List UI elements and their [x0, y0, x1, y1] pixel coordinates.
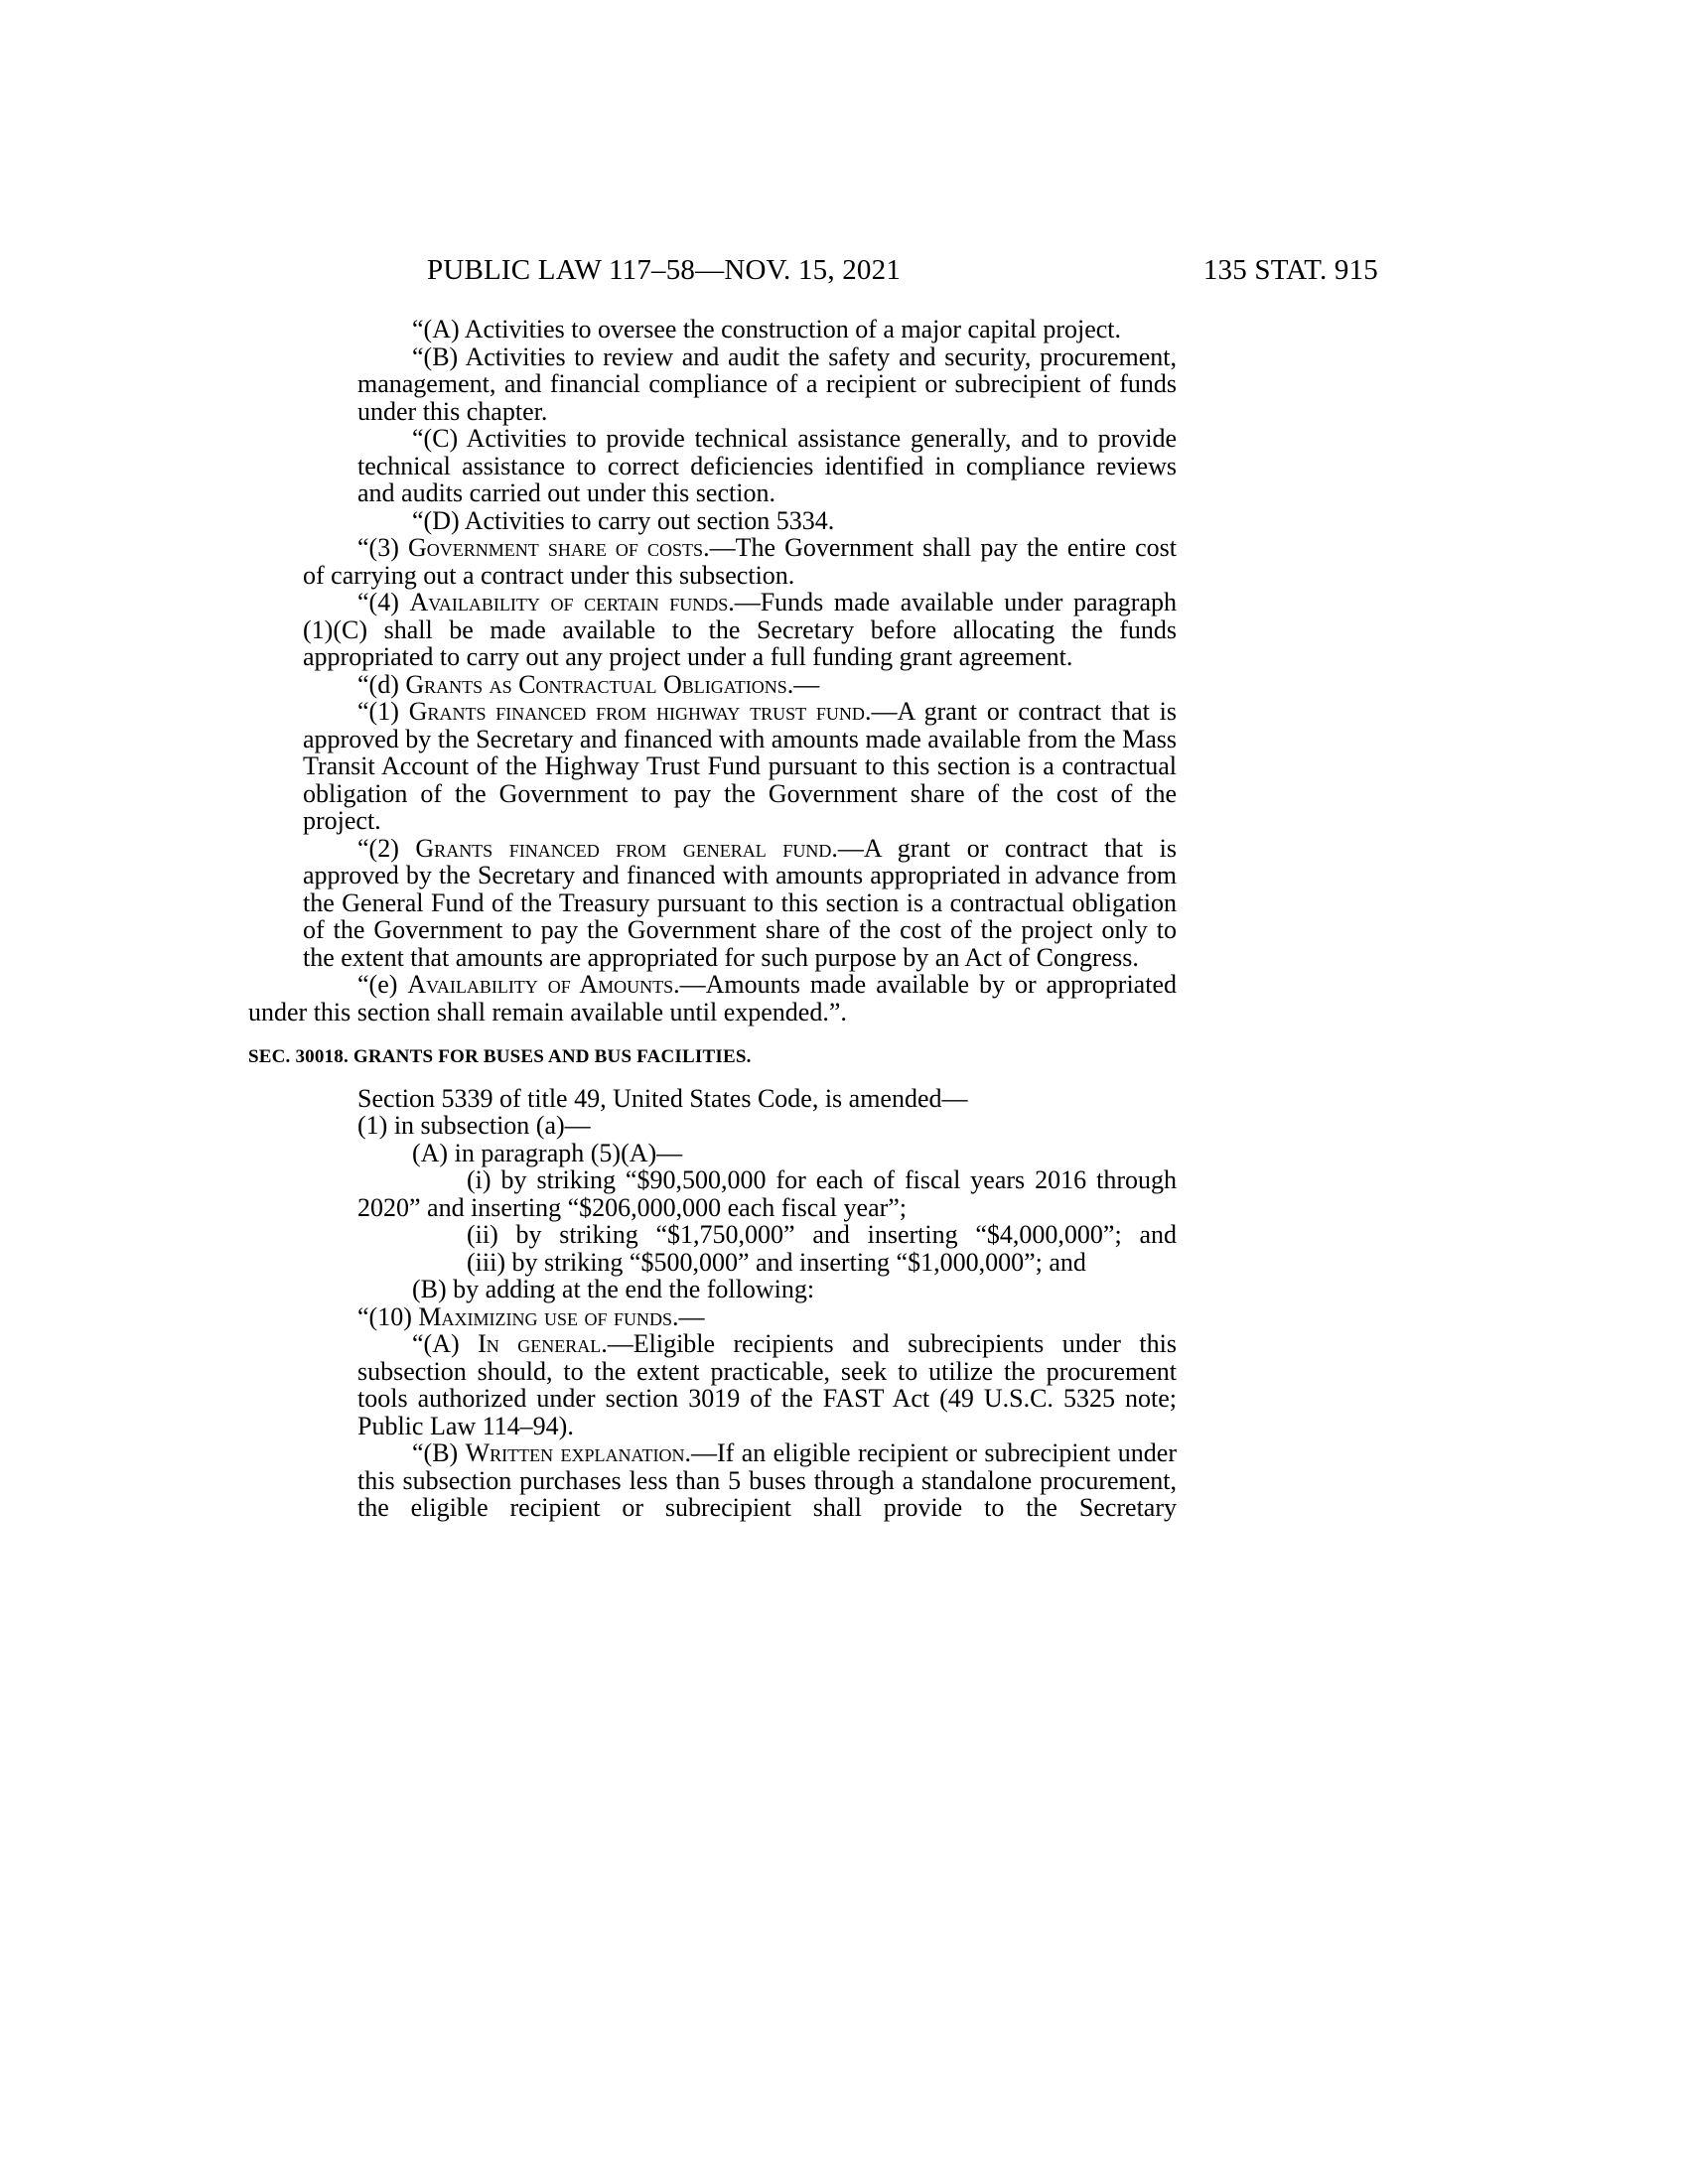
- paragraph-10-number: “(10): [357, 1301, 419, 1331]
- subsection-e-number: “(e): [357, 970, 408, 999]
- public-law-title: PUBLIC LAW 117–58—NOV. 15, 2021: [427, 254, 902, 286]
- paragraph-4-heading: Availability of certain funds: [409, 588, 729, 616]
- amendment-1-A-i: (i) by striking “$90,500,000 for each of fiscal years 2016 through 2020” and inserting “$206,000,000 each fiscal year”;: [357, 1165, 1177, 1222]
- d2-text: .—A grant or contract that is approved by the Secretary and financed with amounts appropriated in advance from the General Fund of the Treasury pursuant to this section is a contractual obligation of the Government to pay the Government share of the cost of the project only to the extent that amounts are appropriated for such purpose by an Act of Congress.: [303, 833, 1178, 972]
- amendment-1: (1) in subsection (a)—: [357, 1111, 591, 1140]
- p10a-heading: In general: [478, 1329, 602, 1358]
- subsection-d-paragraph-2: [303, 835, 1177, 972]
- paragraph-4: [303, 589, 1177, 671]
- statute-page-number: 135 STAT. 915: [1202, 254, 1378, 286]
- d1-number: “(1): [357, 697, 409, 726]
- d2-number: “(2): [357, 833, 416, 863]
- paragraph-4-text: .—Funds made available under paragraph (1)(C) shall be made available to the Secretary before allocating the funds appropriated to carry out any project under a full funding grant agreement.: [303, 588, 1177, 671]
- paragraph-10: [303, 1303, 1177, 1331]
- p10a-number: “(A): [412, 1329, 479, 1358]
- paragraph-3-heading: Government share of costs: [407, 533, 704, 562]
- subsection-e: [248, 971, 1177, 1025]
- p10b-text: .—If an eligible recipient or subrecipient under this subsection purchases less than 5 buses through a standalone procurement, the eligible recipient or subrecipient shall provide to the Secretary: [357, 1438, 1178, 1522]
- amendment-1-A-iii: (iii) by striking “$500,000” and inserting “$1,000,000”; and: [467, 1247, 1086, 1277]
- subsection-d-heading: Grants as Contractual Obligations: [405, 669, 787, 699]
- subsection-e-heading: Availability of Amounts: [407, 970, 674, 999]
- d2-heading: Grants financed from general fund: [415, 833, 832, 863]
- amendment-1-A-ii: (ii) by striking “$1,750,000” and inserting “$4,000,000”; and: [467, 1220, 1177, 1249]
- paragraph-10-text: .—: [672, 1301, 705, 1331]
- amendment-1-B: (B) by adding at the end the following:: [412, 1275, 815, 1303]
- p10a-text: .—Eligible recipients and subrecipients under this subsection should, to the extent practicable, seek to utilize the procurement tools authorized under section 3019 of the FAST Act (49 U.S.C. 5325 note; Public Law 114–94).: [357, 1329, 1177, 1440]
- amendment-1-A: (A) in paragraph (5)(A)—: [412, 1138, 683, 1167]
- d1-text: .—A grant or contract that is approved by the Secretary and financed with amounts made available from the Mass Transit Account of the Highway Trust Fund pursuant to this section is a contractual obligation of the Government to pay the Government share of the cost of the project.: [303, 697, 1178, 835]
- paragraph-3: [303, 534, 1177, 589]
- clause-c: “(C) Activities to provide technical assistance generally, and to provide technical assistance to correct deficiencies identified in compliance reviews and audits carried out under this section.: [357, 424, 1177, 507]
- subsection-d-number: “(d): [357, 669, 406, 699]
- paragraph-3-text: .—The Government shall pay the entire cost of carrying out a contract under this subsection.: [303, 533, 1177, 590]
- paragraph-10-B: [357, 1439, 1177, 1522]
- p10b-number: “(B): [412, 1438, 466, 1467]
- section-intro: Section 5339 of title 49, United States Code, is amended—: [357, 1083, 968, 1113]
- clause-b: “(B) Activities to review and audit the safety and security, procurement, management, and financial compliance of a recipient or subrecipient of funds under this chapter.: [357, 341, 1177, 426]
- paragraph-3-number: “(3): [357, 533, 408, 562]
- subsection-d: [248, 671, 1177, 699]
- document-body: [248, 315, 1178, 1522]
- section-heading: SEC. 30018. GRANTS FOR BUSES AND BUS FACILITIES.: [248, 1046, 752, 1067]
- p10b-heading: Written explanation: [465, 1438, 685, 1467]
- paragraph-10-heading: Maximizing use of funds: [418, 1301, 672, 1331]
- paragraph-10-A: [357, 1330, 1177, 1439]
- subsection-d-paragraph-1: [303, 698, 1177, 835]
- subsection-e-text: .—Amounts made available by or appropriated under this section shall remain available until expended.”.: [248, 970, 1177, 1026]
- running-header: [427, 250, 1378, 290]
- d1-heading: Grants financed from highway trust fund: [408, 697, 865, 726]
- clause-a: “(A) Activities to oversee the construction of a major capital project.: [412, 315, 1122, 343]
- clause-d: “(D) Activities to carry out section 5334.: [412, 505, 835, 535]
- paragraph-4-number: “(4): [357, 588, 410, 616]
- subsection-d-text: .—: [786, 669, 820, 699]
